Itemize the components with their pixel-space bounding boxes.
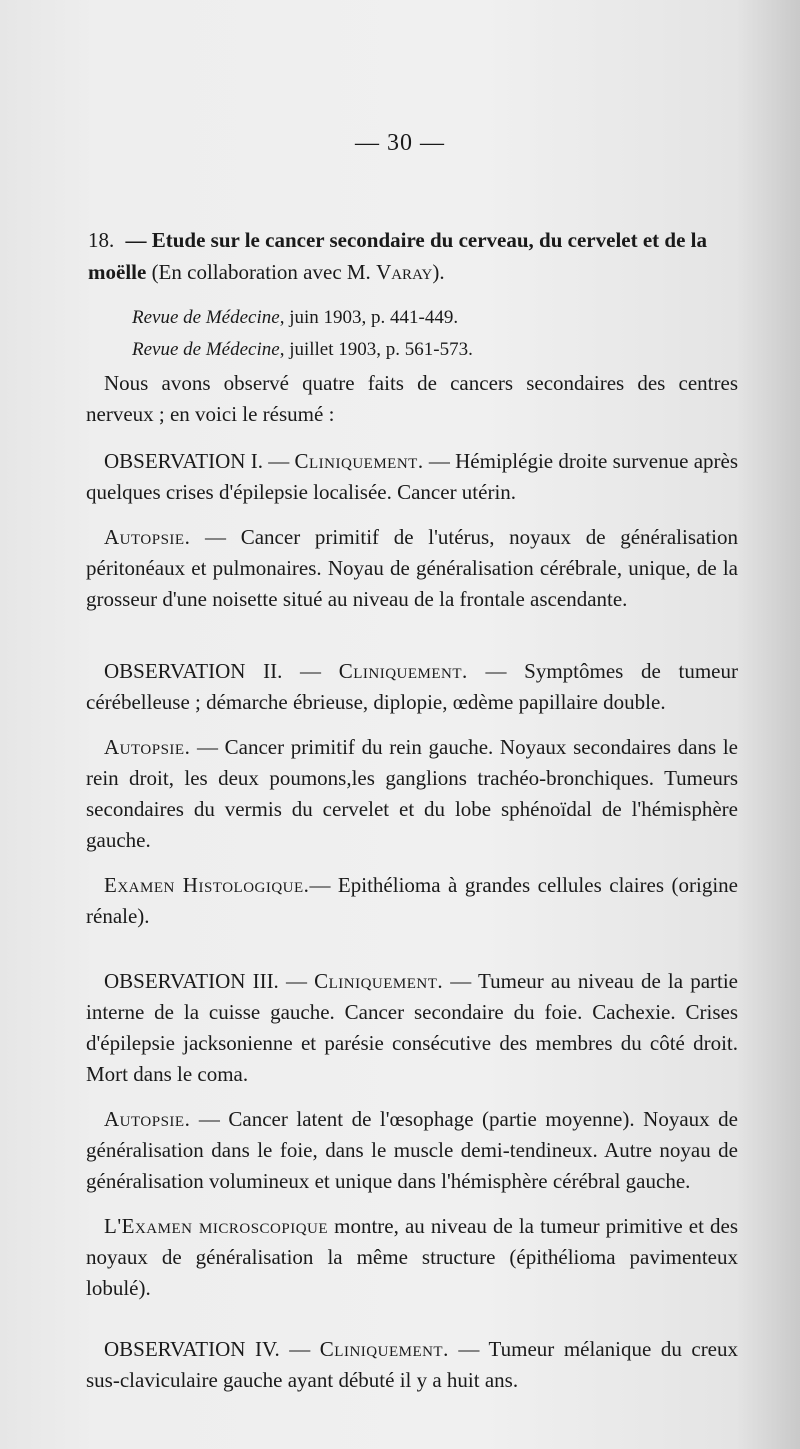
obs2-label: OBSERVATION II. xyxy=(104,659,283,683)
reference-journal: Revue de Médecine xyxy=(132,339,280,360)
obs4-label: OBSERVATION IV. xyxy=(104,1337,280,1361)
obs3-clinical: OBSERVATION III. — Cliniquement. — Tumeur au niveau de la partie interne de la cuisse gauche. Cancer secondaire du foie. Cachexie. Crises d'épilepsie jacksonienne et parésie consécutive des membres du côté droit. Mort dans le coma. xyxy=(86,969,738,1086)
obs2-autopsy-label: Autopsie. xyxy=(104,735,191,759)
entry-collaborator: Varay xyxy=(376,260,433,284)
reference-detail: , juillet 1903, p. 561-573. xyxy=(279,339,473,360)
reference-journal: Revue de Médecine xyxy=(132,307,280,328)
obs1-clin-text: — Hémiplégie droite survenue après quelques crises d'épilepsie localisée. Cancer utérin. xyxy=(86,449,738,504)
entry-heading xyxy=(88,224,748,288)
observation-2 xyxy=(86,656,738,932)
entry-references xyxy=(88,302,748,366)
obs2-autopsy-text: — Cancer primitif du rein gauche. Noyaux secondaires dans le rein droit, les deux poumons,les ganglions trachéo-bronchiques. Tumeurs secondaires du vermis du cervelet et du lobe sphénoïdal de l'hémisphère gauche. xyxy=(86,735,738,852)
obs1-autopsy-text: — Cancer primitif de l'utérus, noyaux de généralisation péritonéaux et pulmonaires. Noyau de généralisation cérébrale, unique, de la grosseur d'une noisette situé au niveau de la frontale ascendante. xyxy=(86,525,738,611)
reference-line xyxy=(132,334,748,366)
intro-text: Nous avons observé quatre faits de cancers secondaires des centres nerveux ; en voici le résumé : xyxy=(86,371,738,426)
observation-1 xyxy=(86,446,738,615)
obs1-label: OBSERVATION I. xyxy=(104,449,263,473)
obs3-microscopy xyxy=(86,1211,738,1304)
obs2-clin-label: Cliniquement. xyxy=(338,659,468,683)
obs3-clin-text: — Tumeur au niveau de la partie interne de la cuisse gauche. Cancer secondaire du foie. Cachexie. Crises d'épilepsie jacksonienne et parésie consécutive des membres du côté droit. Mort dans le coma. xyxy=(86,969,738,1086)
obs2-histology xyxy=(86,870,738,932)
obs1-autopsy xyxy=(86,522,738,615)
bibliography-entry xyxy=(88,224,748,366)
obs2-clinical: OBSERVATION II. — Cliniquement. — Symptômes de tumeur cérébelleuse ; démarche ébrieuse, diplopie, œdème papillaire double. xyxy=(86,659,738,714)
obs3-autopsy-text: — Cancer latent de l'œsophage (partie moyenne). Noyaux de généralisation dans le foie, dans le muscle demi-tendineux. Autre noyau de généralisation volumineux et unique dans l'hémisphère cérébral gauche. xyxy=(86,1107,738,1193)
obs3-micro-text: montre, au niveau de la tumeur primitive et des noyaux de généralisation la même structure (épithélioma pavimenteux lobulé). xyxy=(86,1214,738,1300)
obs4-clin-text: — Tumeur mélanique du creux sus-claviculaire gauche ayant débuté il y a huit ans. xyxy=(86,1337,739,1392)
obs2-histo-label: Examen Histologique. xyxy=(104,873,310,897)
obs2-histo-text: — Epithélioma à grandes cellules claires (origine rénale). xyxy=(86,873,738,928)
obs3-autopsy-label: Autopsie. xyxy=(104,1107,191,1131)
obs2-autopsy xyxy=(86,732,738,856)
obs3-autopsy xyxy=(86,1104,738,1197)
intro-paragraph xyxy=(86,368,738,430)
obs4-clinical: OBSERVATION IV. — Cliniquement. — Tumeur mélanique du creux sus-claviculaire gauche ayant débuté il y a huit ans. xyxy=(86,1337,739,1392)
reference-detail: , juin 1903, p. 441-449. xyxy=(279,307,459,328)
entry-title: — Etude sur le cancer secondaire du cerveau, du cervelet et de la moëlle xyxy=(88,228,707,284)
page-number: — 30 — xyxy=(355,130,445,156)
entry-title-end: ). xyxy=(432,260,445,284)
obs3-label: OBSERVATION III. xyxy=(104,969,279,993)
obs3-clin-label: Cliniquement. xyxy=(314,969,444,993)
observation-4 xyxy=(86,1334,738,1396)
entry-title-note: (En collaboration avec M. xyxy=(146,260,377,284)
observation-3 xyxy=(86,966,738,1304)
entry-number: 18. xyxy=(88,228,115,252)
obs1-clinical: OBSERVATION I. — Cliniquement. — Hémiplégie droite survenue après quelques crises d'épilepsie localisée. Cancer utérin. xyxy=(86,449,738,504)
reference-line xyxy=(132,302,748,334)
obs3-micro-label: L'Examen microscopique xyxy=(104,1214,329,1238)
obs1-clin-label: Cliniquement. xyxy=(294,449,424,473)
obs2-clin-text: — Symptômes de tumeur cérébelleuse ; démarche ébrieuse, diplopie, œdème papillaire double. xyxy=(86,659,738,714)
obs1-autopsy-label: Autopsie. xyxy=(104,525,191,549)
obs4-clin-label: Cliniquement. xyxy=(319,1337,449,1361)
